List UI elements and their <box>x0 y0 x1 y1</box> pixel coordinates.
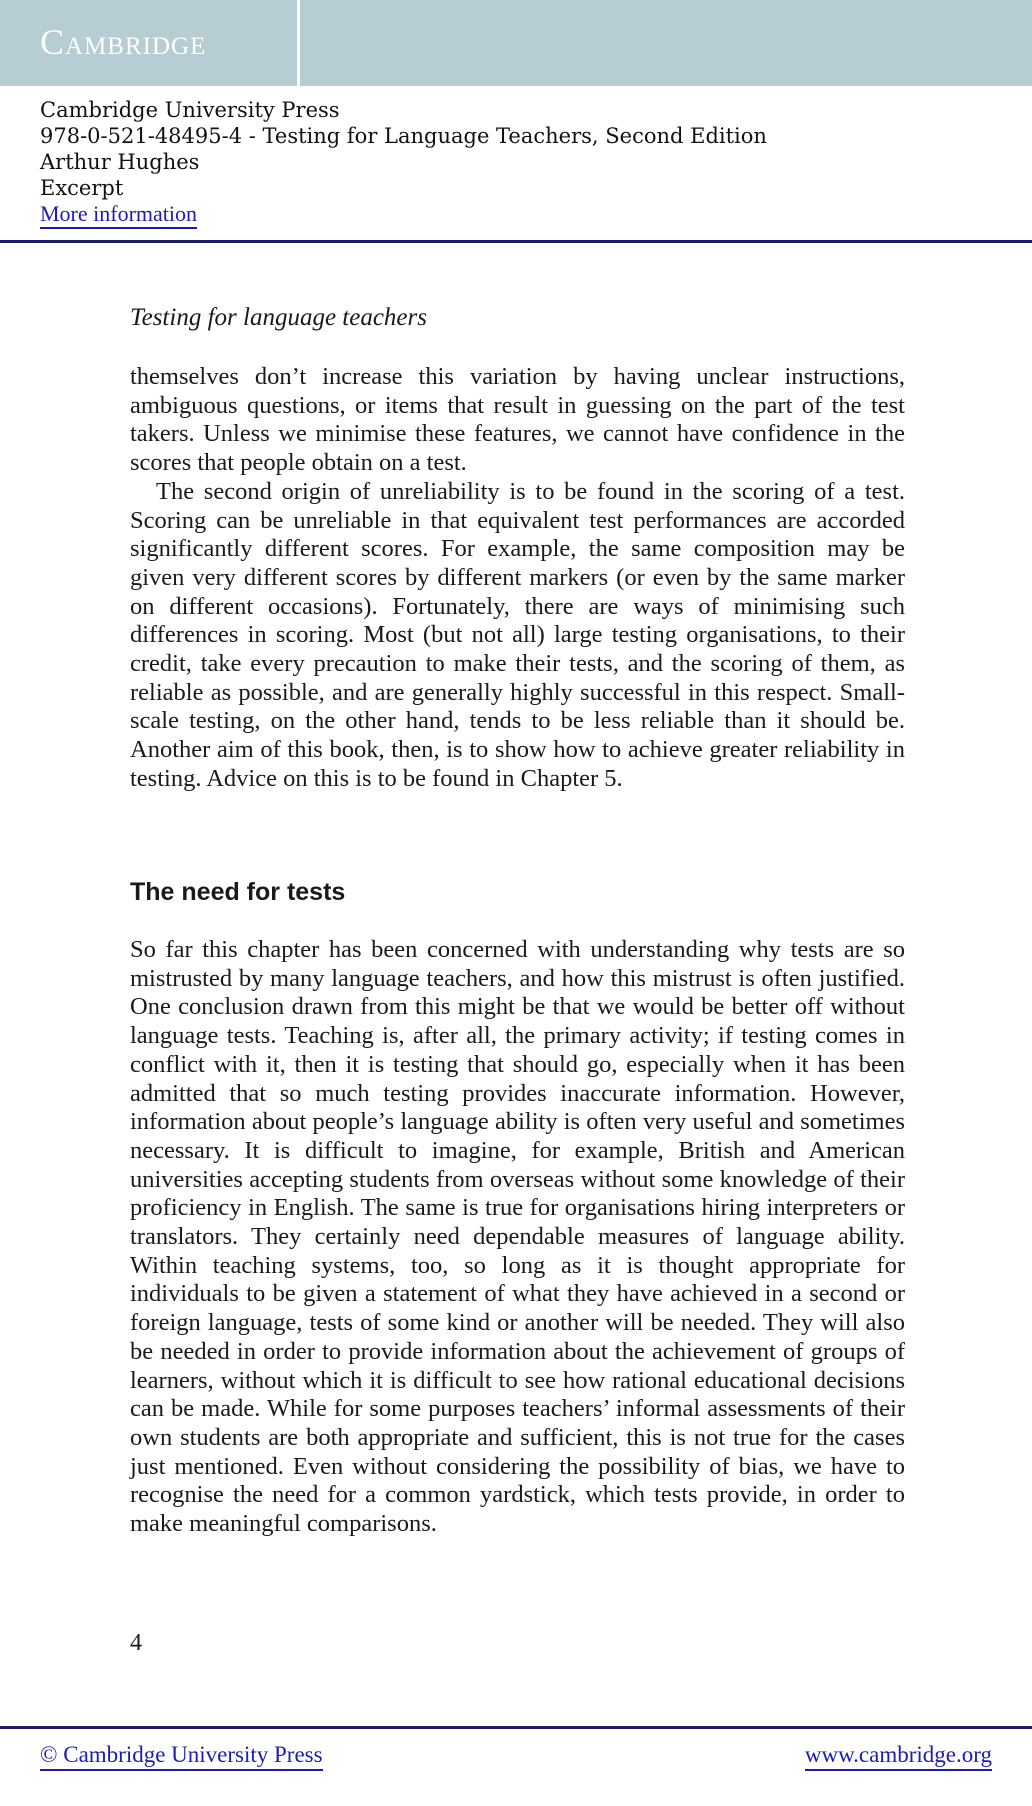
website-link[interactable]: www.cambridge.org <box>805 1741 992 1771</box>
body-text-top <box>130 363 905 794</box>
paragraph: The second origin of unreliability is to be found in the scoring of a test. Scoring can be unreliable in that equivalent test performances are accorded significantly different scores. For example, the same composition may be given very different scores by different markers (or even by the same marker on different occasions). Fortunately, there are ways of minimising such differences in scoring. Most (but not all) large testing organisations, to their credit, take every precaution to make their tests, and the scoring of them, as reliable as possible, and are generally highly successful in this respect. Small-scale testing, on the other hand, tends to be less reliable than it should be. Another aim of this book, then, is to show how to achieve greater reliability in testing. Advice on this is to be found in Chapter 5. <box>130 477 905 792</box>
excerpt-label: Excerpt <box>40 176 124 200</box>
more-information-link[interactable]: More information <box>40 201 197 229</box>
publisher-name: Cambridge University Press <box>40 98 340 122</box>
section-heading: The need for tests <box>130 878 346 906</box>
author-name: Arthur Hughes <box>40 150 200 174</box>
body-text-bottom <box>130 936 905 1539</box>
page-number: 4 <box>130 1630 142 1656</box>
footer-rule <box>0 1726 1032 1729</box>
book-metadata <box>40 97 767 227</box>
copyright-link[interactable]: © Cambridge University Press <box>40 1741 323 1771</box>
banner-divider <box>297 0 300 86</box>
running-head: Testing for language teachers <box>130 304 427 331</box>
isbn-title: 978-0-521-48495-4 - Testing for Language Teachers, Second Edition <box>40 124 767 148</box>
paragraph: themselves don’t increase this variation by having unclear instructions, ambiguous questions, or items that result in guessing on the part of the test takers. Unless we minimise these features, we cannot have confidence in the scores that people obtain on a test. <box>130 363 905 477</box>
header-rule <box>0 240 1032 243</box>
cambridge-logo: Cambridge <box>40 22 207 62</box>
publisher-banner <box>0 0 1032 86</box>
paragraph: So far this chapter has been concerned with understanding why tests are so mistrusted by many language teachers, and how this mistrust is often justified. One conclusion drawn from this might be that we would be better off without language tests. Teaching is, after all, the primary activity; if testing comes in conflict with it, then it is testing that should go, especially when it has been admitted that so much testing provides inaccurate information. However, information about people’s language ability is often very useful and sometimes necessary. It is difficult to imagine, for example, British and American universities accepting students from overseas without some knowledge of their proficiency in English. The same is true for organisations hiring interpreters or translators. They certainly need dependable measures of language ability. Within teaching systems, too, so long as it is thought appropriate for individuals to be given a statement of what they have achieved in a second or foreign language, tests of some kind or another will be needed. They will also be needed in order to provide information about the achievement of groups of learners, without which it is difficult to see how rational educational decisions can be made. While for some purposes teachers’ informal assessments of their own students are both appropriate and sufficient, this is not true for the cases just mentioned. Even without considering the possibility of bias, we have to recognise the need for a common yardstick, which tests provide, in order to make meaningful comparisons. <box>130 936 905 1538</box>
